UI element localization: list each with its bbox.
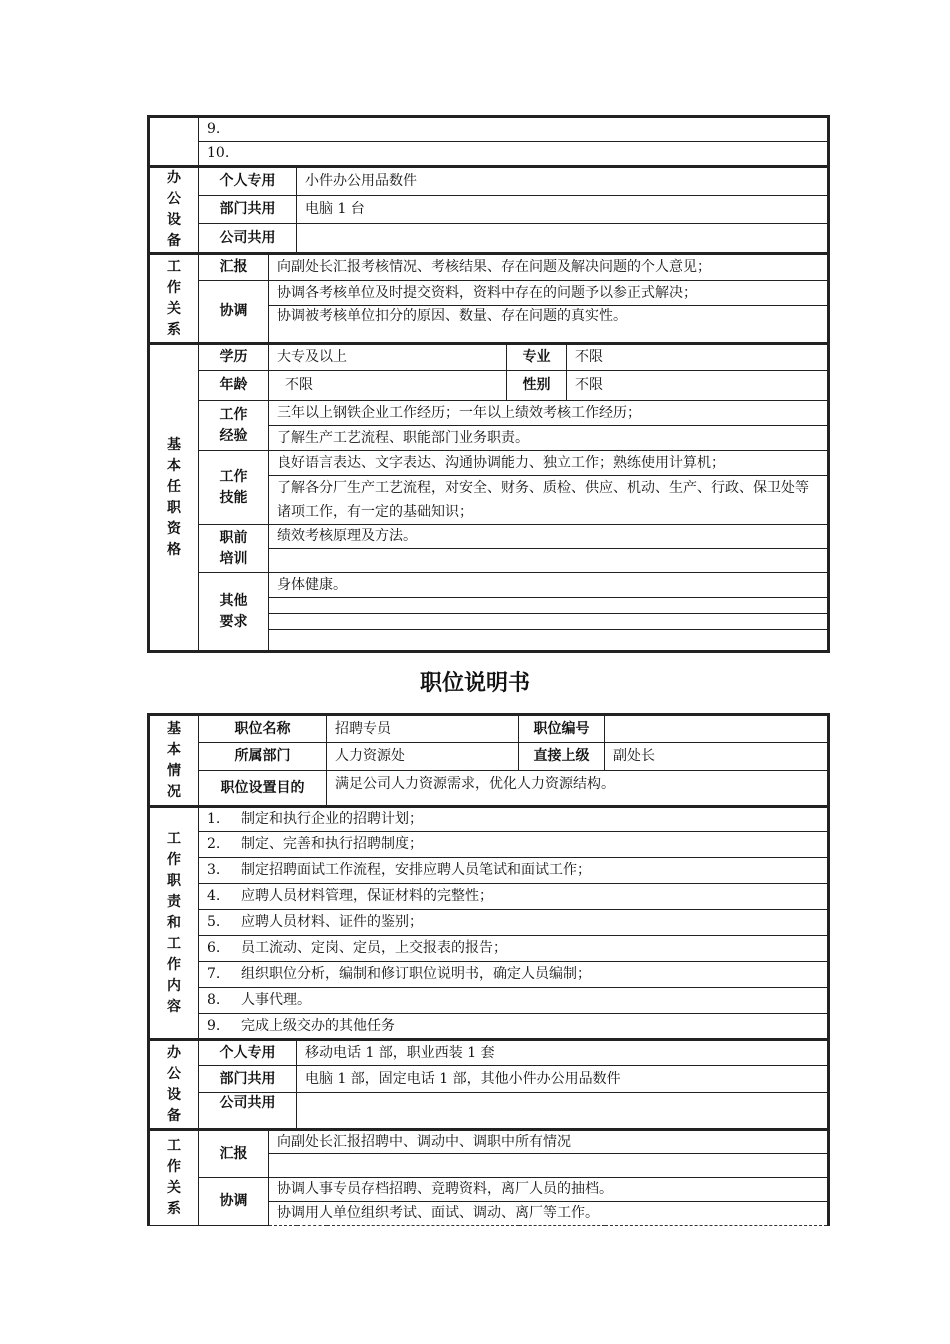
basic-code-label: 职位编号	[519, 715, 605, 743]
qual-skill-label: 工作技能	[199, 451, 269, 525]
duty-item-9: 9.	[199, 117, 829, 142]
basic-name-label: 职位名称	[199, 715, 327, 743]
qual-training-blank	[269, 549, 829, 573]
basic-purpose-value: 满足公司人力资源需求，优化人力资源结构。	[327, 771, 829, 807]
duties-section-cell	[149, 117, 199, 167]
equipment-company-value	[297, 224, 829, 254]
basic-code-value	[605, 715, 829, 743]
qual-exp-value-1: 三年以上钢铁企业工作经历；一年以上绩效考核工作经历；	[269, 401, 829, 426]
qual-skill-value-1: 良好语言表达、文字表达、沟通协调能力、独立工作；熟练使用计算机；	[269, 451, 829, 476]
basic-boss-value: 副处长	[605, 743, 829, 771]
duty-item: 4. 应聘人员材料管理，保证材料的完整性；	[199, 884, 829, 910]
duty-item: 6. 员工流动、定岗、定员，上交报表的报告；	[199, 936, 829, 962]
qual-other-blank-1	[269, 598, 829, 614]
relations-section-label-2: 工作关系	[149, 1130, 199, 1226]
basic-purpose-label: 职位设置目的	[199, 771, 327, 807]
relations-report-blank	[269, 1154, 829, 1178]
qual-other-blank-3	[269, 630, 829, 652]
duty-item: 2. 制定、完善和执行招聘制度；	[199, 832, 829, 858]
relations-coord-label: 协调	[199, 281, 269, 344]
relations-report-value-2: 向副处长汇报招聘中、调动中、调职中所有情况	[269, 1130, 829, 1154]
qual-exp-value-2: 了解生产工艺流程、职能部门业务职责。	[269, 426, 829, 451]
position-table-part2	[147, 713, 830, 1226]
qual-exp-label: 工作经验	[199, 401, 269, 451]
equipment-dept-label-2: 部门共用	[199, 1066, 297, 1093]
qual-edu-label: 学历	[199, 344, 269, 371]
relations-report-label-2: 汇报	[199, 1130, 269, 1178]
duty-item: 5. 应聘人员材料、证件的鉴别；	[199, 910, 829, 936]
equipment-personal-value: 小件办公用品数件	[297, 167, 829, 196]
equipment-section-label: 办公设备	[149, 167, 199, 254]
duty-item: 9. 完成上级交办的其他任务	[199, 1014, 829, 1040]
qualifications-section-label: 基本任职资格	[149, 344, 199, 652]
equipment-company-label-2: 公司共用	[199, 1093, 297, 1130]
relations-coord-value-2b: 协调用人单位组织考试、面试、调动、离厂等工作。	[269, 1202, 829, 1226]
qual-other-label: 其他要求	[199, 573, 269, 652]
equipment-personal-value-2: 移动电话 1 部，职业西装 1 套	[297, 1040, 829, 1066]
duty-item: 7. 组织职位分析，编制和修订职位说明书，确定人员编制；	[199, 962, 829, 988]
duty-item-10: 10.	[199, 142, 829, 167]
qual-age-value: 不限	[269, 371, 507, 401]
relations-coord-value-2a: 协调人事专员存档招聘、竞聘资料，离厂人员的抽档。	[269, 1178, 829, 1202]
basic-dept-label: 所属部门	[199, 743, 327, 771]
relations-report-value: 向副处长汇报考核情况、考核结果、存在问题及解决问题的个人意见；	[269, 254, 829, 281]
equipment-company-value-2	[297, 1093, 829, 1130]
relations-coord-value-1: 协调各考核单位及时提交资料，资料中存在的问题予以参正式解决；	[269, 281, 829, 306]
qual-major-label: 专业	[507, 344, 567, 371]
equipment-dept-value-2: 电脑 1 部，固定电话 1 部，其他小件办公用品数件	[297, 1066, 829, 1093]
qual-training-label: 职前培训	[199, 525, 269, 573]
equipment-personal-label-2: 个人专用	[199, 1040, 297, 1066]
equipment-company-label: 公司共用	[199, 224, 297, 254]
duty-item: 3. 制定招聘面试工作流程，安排应聘人员笔试和面试工作；	[199, 858, 829, 884]
qual-major-value: 不限	[567, 344, 829, 371]
qual-skill-value-2: 了解各分厂生产工艺流程，对安全、财务、质检、供应、机动、生产、行政、保卫处等诸项工作，有一定的基础知识；	[269, 476, 829, 525]
qual-other-value: 身体健康。	[269, 573, 829, 598]
equipment-section-label-2: 办公设备	[149, 1040, 199, 1130]
relations-coord-value-2: 协调被考核单位扣分的原因、数量、存在问题的真实性。	[269, 306, 829, 344]
basic-boss-label: 直接上级	[519, 743, 605, 771]
basic-name-value: 招聘专员	[327, 715, 519, 743]
position-table-part1	[147, 115, 830, 653]
basic-section-label: 基本情况	[149, 715, 199, 807]
page-title: 职位说明书	[419, 671, 530, 696]
equipment-personal-label: 个人专用	[199, 167, 297, 196]
relations-section-label: 工作关系	[149, 254, 199, 344]
duty-item: 1. 制定和执行企业的招聘计划；	[199, 807, 829, 832]
equipment-dept-label: 部门共用	[199, 195, 297, 224]
qual-gender-value: 不限	[567, 371, 829, 401]
duty-item: 8. 人事代理。	[199, 988, 829, 1014]
qual-other-blank-2	[269, 614, 829, 630]
qual-age-label: 年龄	[199, 371, 269, 401]
equipment-dept-value: 电脑 1 台	[297, 195, 829, 224]
qual-training-value: 绩效考核原理及方法。	[269, 525, 829, 549]
relations-coord-label-2: 协调	[199, 1178, 269, 1226]
duties-section-label: 工作职责和工作内容	[149, 807, 199, 1040]
qual-gender-label: 性别	[507, 371, 567, 401]
qual-edu-value: 大专及以上	[269, 344, 507, 371]
basic-dept-value: 人力资源处	[327, 743, 519, 771]
relations-report-label: 汇报	[199, 254, 269, 281]
